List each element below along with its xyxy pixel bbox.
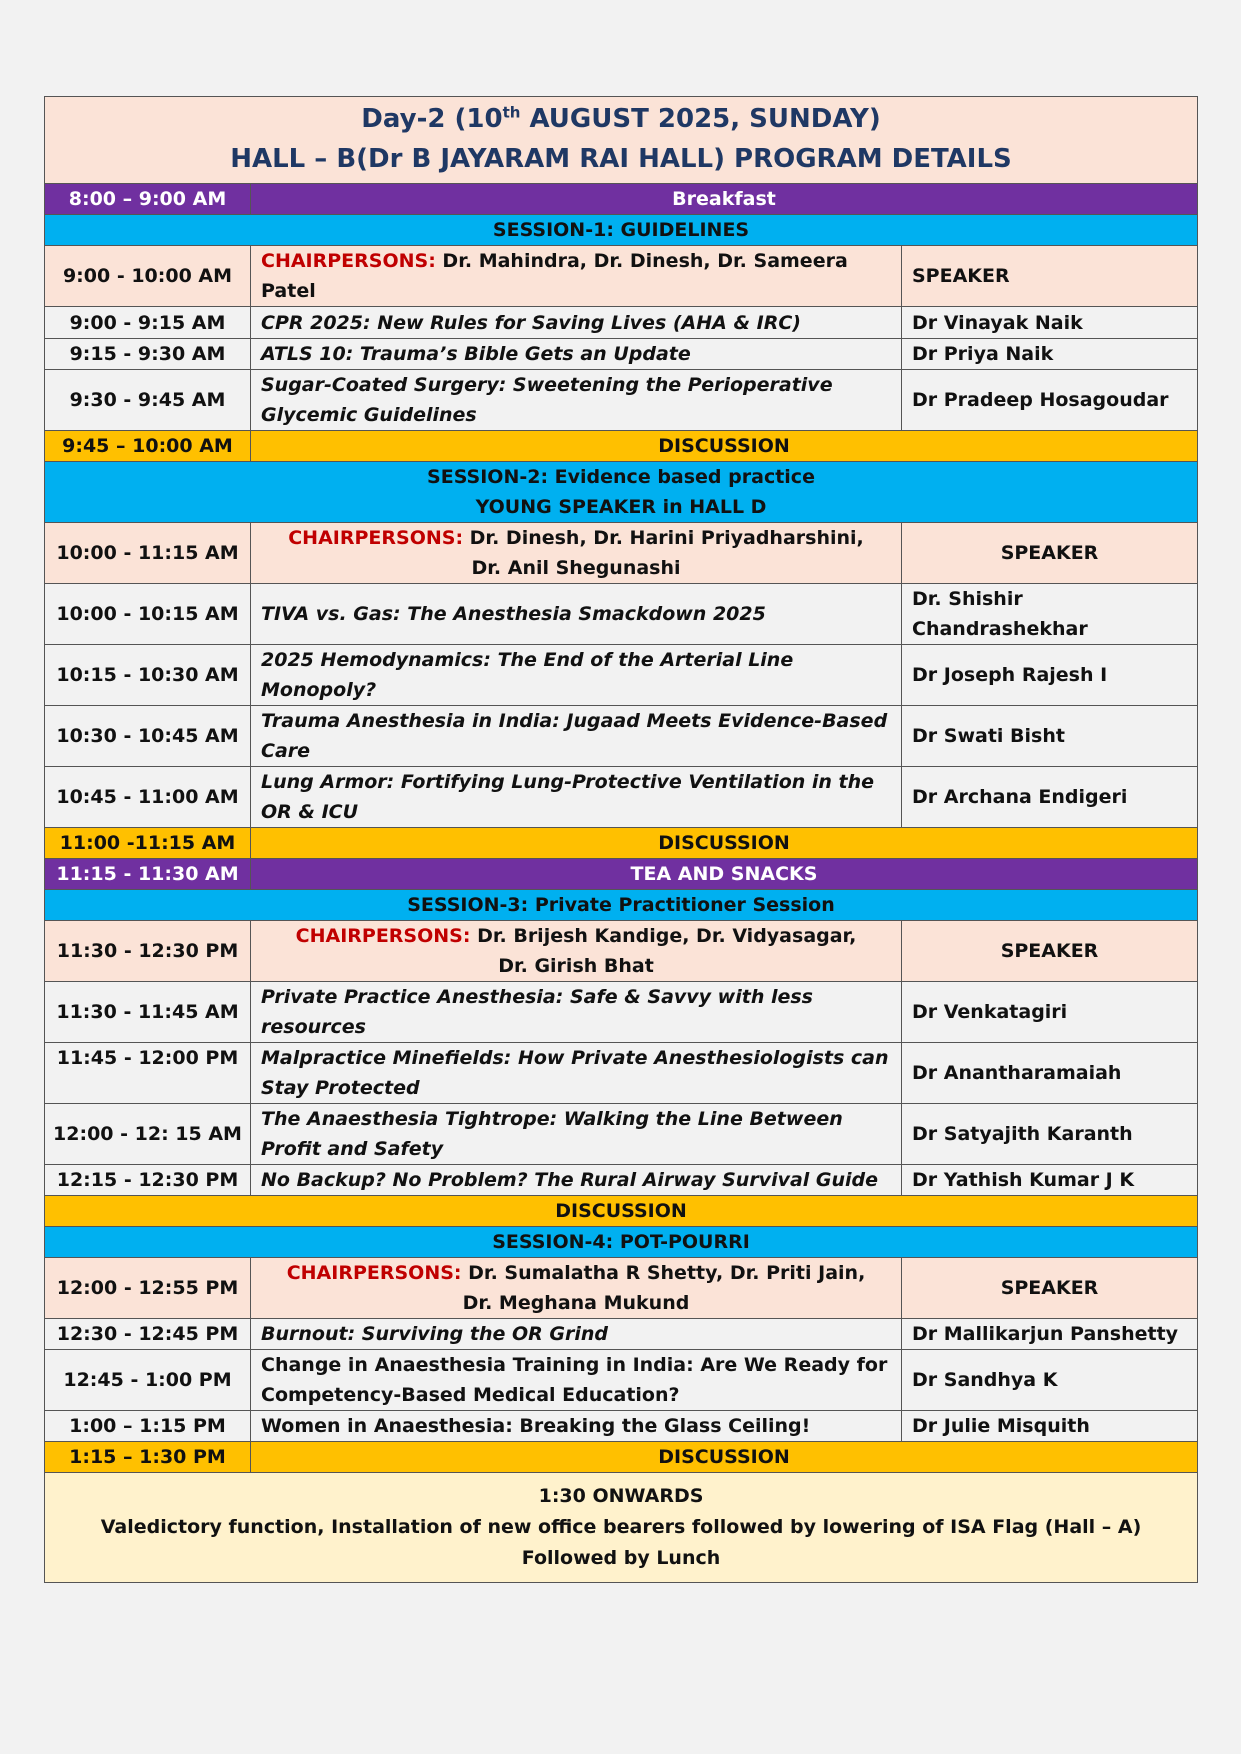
speaker-header: SPEAKER [902, 1258, 1198, 1319]
chairpersons-names: Dr. Dinesh, Dr. Harini Priyadharshini, [463, 527, 864, 549]
talk-time: 12:45 - 1:00 PM [45, 1350, 251, 1411]
discussion-time: 1:15 – 1:30 PM [45, 1442, 251, 1473]
talk-row [45, 307, 1198, 339]
talk-speaker: Dr Archana Endigeri [902, 767, 1198, 828]
chairpersons-names: Dr. Mahindra, Dr. Dinesh, Dr. Sameera Patel [261, 250, 848, 302]
talk-speaker: Dr Mallikarjun Panshetty [902, 1319, 1198, 1350]
talk-speaker: Dr Swati Bisht [902, 706, 1198, 767]
closing-notice [45, 1473, 1198, 1583]
talk-row [45, 1350, 1198, 1411]
talk-row [45, 1411, 1198, 1442]
talk-row [45, 982, 1198, 1043]
session4-chair-time: 12:00 - 12:55 PM [45, 1258, 251, 1319]
session2-chair-time: 10:00 - 11:15 AM [45, 523, 251, 584]
speaker-header: SPEAKER [902, 246, 1198, 307]
talk-row [45, 584, 1198, 645]
talk-time: 10:00 - 10:15 AM [45, 584, 251, 645]
talk-speaker: Dr Vinayak Naik [902, 307, 1198, 339]
discussion-label: DISCUSSION [251, 828, 1198, 859]
session2-chairpersons [251, 523, 902, 584]
talk-title: Malpractice Minefields: How Private Anesthesiologists can Stay Protected [251, 1043, 902, 1104]
talk-time: 11:30 - 11:45 AM [45, 982, 251, 1043]
talk-title: No Backup? No Problem? The Rural Airway Survival Guide [251, 1165, 902, 1196]
talk-row [45, 370, 1198, 431]
talk-time: 12:30 - 12:45 PM [45, 1319, 251, 1350]
talk-speaker: Dr Pradeep Hosagoudar [902, 370, 1198, 431]
talk-time: 10:45 - 11:00 AM [45, 767, 251, 828]
tea-time: 11:15 - 11:30 AM [45, 859, 251, 890]
talk-title: Sugar-Coated Surgery: Sweetening the Perioperative Glycemic Guidelines [251, 370, 902, 431]
header-row [45, 97, 1198, 184]
discussion-label: DISCUSSION [251, 1442, 1198, 1473]
talk-title: ATLS 10: Trauma’s Bible Gets an Update [251, 339, 902, 370]
talk-row [45, 1319, 1198, 1350]
talk-row [45, 767, 1198, 828]
talk-title: Change in Anaesthesia Training in India: Are We Ready for Competency-Based Medical Education? [251, 1350, 902, 1411]
session1-chairpersons [251, 246, 902, 307]
talk-title: The Anaesthesia Tightrope: Walking the Line Between Profit and Safety [251, 1104, 902, 1165]
program-sheet [44, 96, 1197, 1583]
session4-title: SESSION-4: POT-POURRI [45, 1227, 1198, 1258]
talk-title: Trauma Anesthesia in India: Jugaad Meets Evidence-Based Care [251, 706, 902, 767]
talk-title: Burnout: Surviving the OR Grind [251, 1319, 902, 1350]
talk-row [45, 1165, 1198, 1196]
tea-label: TEA AND SNACKS [251, 859, 1198, 890]
session4-discussion-row [45, 1442, 1198, 1473]
session2-subtitle: YOUNG SPEAKER in HALL D [475, 496, 767, 518]
chairpersons-names: Dr. Brijesh Kandige, Dr. Vidyasagar, [470, 925, 857, 947]
talk-time: 10:30 - 10:45 AM [45, 706, 251, 767]
discussion-label: DISCUSSION [45, 1196, 1198, 1227]
session3-title: SESSION-3: Private Practitioner Session [45, 890, 1198, 921]
tea-row [45, 859, 1198, 890]
chairpersons-label: CHAIRPERSONS: [261, 250, 436, 272]
session3-chair-time: 11:30 - 12:30 PM [45, 921, 251, 982]
program-table [44, 96, 1198, 1583]
talk-title: 2025 Hemodynamics: The End of the Arterial Line Monopoly? [251, 645, 902, 706]
discussion-time: 9:45 – 10:00 AM [45, 431, 251, 462]
session4-chairpersons [251, 1258, 902, 1319]
closing-row [45, 1473, 1198, 1583]
speaker-header: SPEAKER [902, 921, 1198, 982]
session2-chair-row [45, 523, 1198, 584]
session2-title-row [45, 462, 1198, 523]
talk-title: Lung Armor: Fortifying Lung-Protective Ventilation in the OR & ICU [251, 767, 902, 828]
session1-chair-row [45, 246, 1198, 307]
chairpersons-names: Dr. Sumalatha R Shetty, Dr. Priti Jain, [461, 1262, 866, 1284]
talk-row [45, 645, 1198, 706]
chairpersons-label: CHAIRPERSONS: [295, 925, 471, 947]
talk-speaker: Dr Venkatagiri [902, 982, 1198, 1043]
session3-discussion-row [45, 1196, 1198, 1227]
chairpersons-label: CHAIRPERSONS: [286, 1262, 462, 1284]
talk-speaker: Dr. Shishir Chandrashekhar [902, 584, 1198, 645]
breakfast-row [45, 184, 1198, 215]
talk-row [45, 1104, 1198, 1165]
closing-time: 1:30 ONWARDS [538, 1485, 704, 1507]
session2-title [45, 462, 1198, 523]
talk-speaker: Dr Satyajith Karanth [902, 1104, 1198, 1165]
talk-title: TIVA vs. Gas: The Anesthesia Smackdown 2025 [251, 584, 902, 645]
session1-title: SESSION-1: GUIDELINES [45, 215, 1198, 246]
session1-title-row [45, 215, 1198, 246]
talk-time: 12:00 - 12: 15 AM [45, 1104, 251, 1165]
discussion-label: DISCUSSION [251, 431, 1198, 462]
talk-time: 9:00 - 9:15 AM [45, 307, 251, 339]
talk-speaker: Dr Yathish Kumar J K [902, 1165, 1198, 1196]
session1-chair-time: 9:00 - 10:00 AM [45, 246, 251, 307]
talk-speaker: Dr Julie Misquith [902, 1411, 1198, 1442]
talk-time: 10:15 - 10:30 AM [45, 645, 251, 706]
talk-time: 9:30 - 9:45 AM [45, 370, 251, 431]
session3-title-row [45, 890, 1198, 921]
breakfast-time: 8:00 – 9:00 AM [45, 184, 251, 215]
talk-row [45, 706, 1198, 767]
talk-time: 12:15 - 12:30 PM [45, 1165, 251, 1196]
talk-speaker: Dr Sandhya K [902, 1350, 1198, 1411]
talk-speaker: Dr Anantharamaiah [902, 1043, 1198, 1104]
talk-row [45, 1043, 1198, 1104]
talk-time: 11:45 - 12:00 PM [45, 1043, 251, 1104]
talk-speaker: Dr Joseph Rajesh I [902, 645, 1198, 706]
closing-line1: Valedictory function, Installation of new office bearers followed by lowering of ISA Flag (Hall – A) [100, 1516, 1142, 1538]
talk-title: Private Practice Anesthesia: Safe & Savvy with less resources [251, 982, 902, 1043]
talk-time: 1:00 – 1:15 PM [45, 1411, 251, 1442]
session2-title-text: SESSION-2: Evidence based practice [427, 466, 815, 488]
chairpersons-names-2: Dr. Meghana Mukund [462, 1292, 690, 1314]
closing-line2: Followed by Lunch [521, 1547, 721, 1569]
talk-row [45, 339, 1198, 370]
talk-title: Women in Anaesthesia: Breaking the Glass Ceiling! [251, 1411, 902, 1442]
session3-chairpersons [251, 921, 902, 982]
chairpersons-names-2: Dr. Anil Shegunashi [471, 557, 681, 579]
breakfast-label: Breakfast [251, 184, 1198, 215]
discussion-time: 11:00 -11:15 AM [45, 828, 251, 859]
session1-discussion-row [45, 431, 1198, 462]
day-title: Day-2 (10th AUGUST 2025, SUNDAY) [361, 103, 881, 134]
hall-title: HALL – B(Dr B JAYARAM RAI HALL) PROGRAM DETAILS [230, 144, 1012, 174]
chairpersons-names-2: Dr. Girish Bhat [498, 955, 654, 977]
session3-chair-row [45, 921, 1198, 982]
chairpersons-label: CHAIRPERSONS: [288, 527, 464, 549]
session2-discussion-row [45, 828, 1198, 859]
speaker-header: SPEAKER [902, 523, 1198, 584]
talk-time: 9:15 - 9:30 AM [45, 339, 251, 370]
session4-title-row [45, 1227, 1198, 1258]
page-title [45, 97, 1198, 184]
session4-chair-row [45, 1258, 1198, 1319]
talk-title: CPR 2025: New Rules for Saving Lives (AHA & IRC) [251, 307, 902, 339]
talk-speaker: Dr Priya Naik [902, 339, 1198, 370]
